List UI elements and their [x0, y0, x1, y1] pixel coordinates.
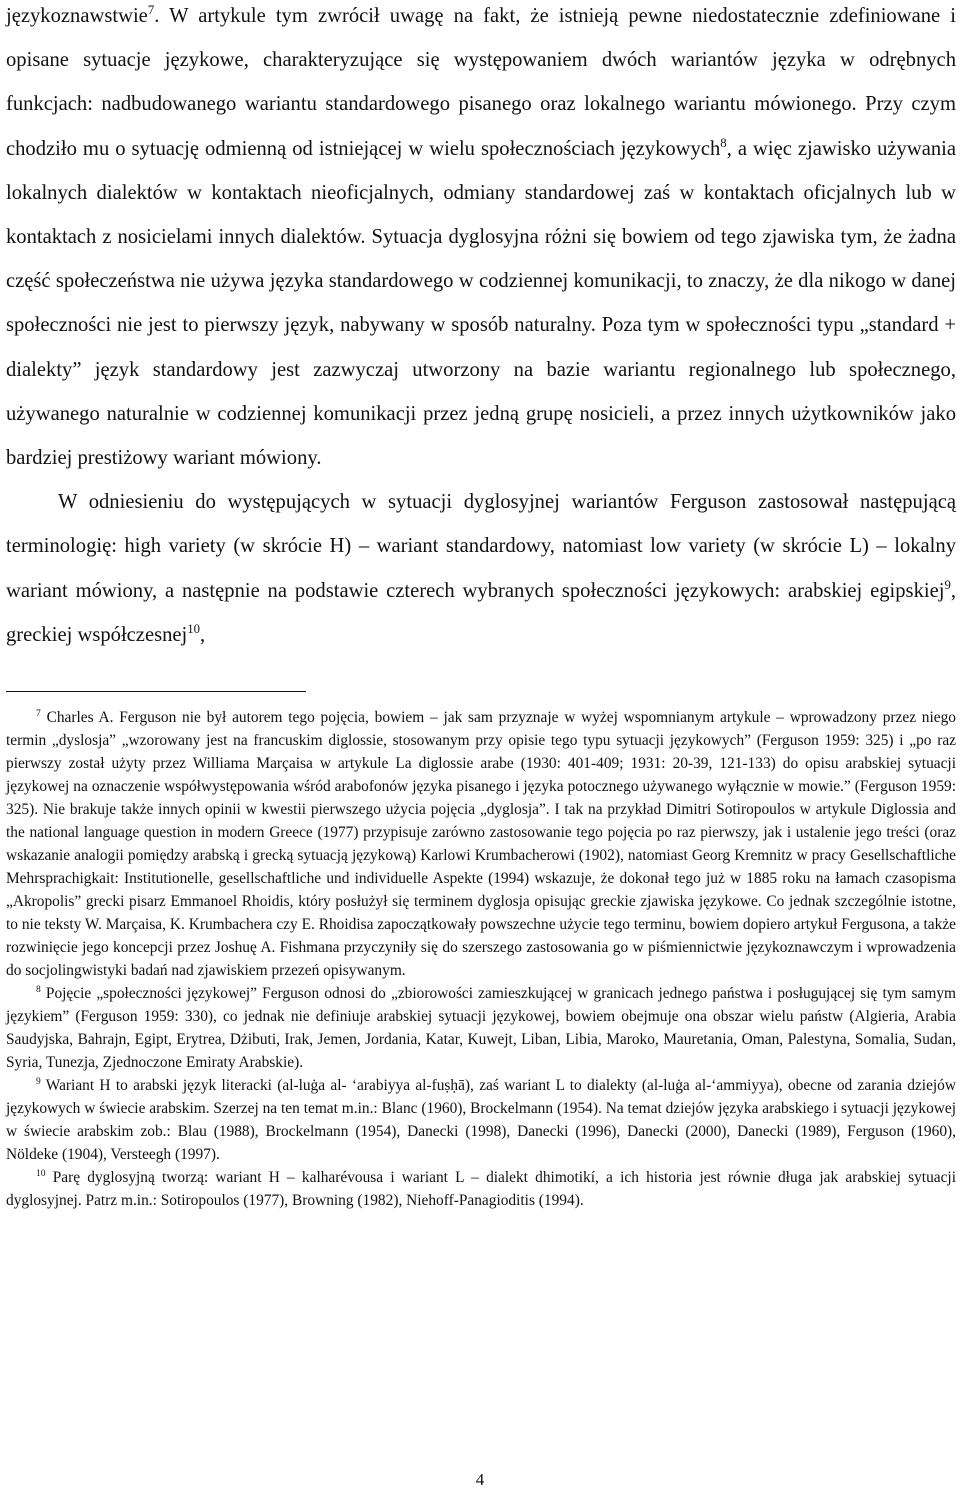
footnote-text: Wariant H to arabski język literacki (al-luġa al- ʻarabiyya al-fuṣḥā), zaś wariant L to dialekty (al-luġa al-ʻammiyya), obecne od zarania dziejów językowych w świecie arabskim. Szerzej na ten temat m.in.: Blanc (1960), Brockelmann (1954). Na temat dziejów języka arabskiego i sytuacji językowej w świecie arabskim zob.: Blau (1988), Brockelmann (1954), Danecki (1998), Danecki (1996), Danecki (2000), Danecki (1989), Ferguson (1960), Nöldeke (1904), Versteegh (1997). [6, 1077, 956, 1164]
footnote-ref-10[interactable]: 10 [187, 621, 201, 636]
paragraph-2-middle: , greckiej współczesnej [6, 579, 956, 646]
footnote-7: $^7$ Charles A. Ferguson nie był autorem tego pojęcia, bowiem – jak sam przyznaje w wyżej wspomnianym artykule – wprowadzony przez niego termin „dyslosja” „wzorowany jest na francuskim diglossie, stosowanym przy opisie tego typu sytuacji językowych” (Ferguson 1959: 325) i „po raz pierwszy został użyty przez Williama Marçaisa w artykule La diglossie arabe (1930: 401-409; 1931: 20-39, 121-133) do opisu arabskiej sytuacji językowej na oznaczenie współwystępowania wśród arabofonów języka pisanego i języka potocznego używanego wyłącznie w mowie.” (Ferguson 1959: 325). Nie brakuje także innych opinii w kwestii pierwszego użycia pojęcia „dyglosja”. I tak na przykład Dimitri Sotiropoulos w artykule Diglossia and the national language question in modern Greece (1977) przypisuje zarówno zastosowanie tego pojęcia po raz pierwszy, jak i ustalenie jego treści (oraz wskazanie analogii pomiędzy arabską i grecką sytuacją językową) Karlowi Krumbacherowi (1902), natomiast Georg Kremnitz w pracy Gesellschaftliche Mehrsprachigkait: Institutionelle, gesellschaftliche und individuelle Aspekte (1994) wskazuje, że dokonał tego już w 1885 roku na łamach czasopisma „Akropolis” grecki pisarz Emmanoel Rhoidis, który posłużył się terminem dyglosja opisując greckie zjawiska językowe. Co jednak szczególnie istotne, to nie teksty W. Marçaisa, K. Krumbachera czy E. Rhoidisa zapoczątkowały powszechne użycie tego terminu, bowiem dopiero artykuł Fergusona, a także rozwinięcie jego koncepcji przez Joshuę A. Fishmana przyczyniły się do szerszego zastosowania go w piśmiennictwie językoznawczym i wprowadzenia do socjolingwistyki badań nad zjawiskiem przezeń opisywanym. [6, 707, 956, 980]
paragraph-2-start: W odniesieniu do występujących w sytuacji dyglosyjnej wariantów Ferguson zastosował następującą terminologię: high variety (w skrócie H) – wariant standardowy, natomiast low variety (w skrócie L) – lokalny wariant mówiony, a następnie na podstawie czterech wybranych społeczności językowych: arabskiej egipskiej [6, 491, 956, 602]
page-number: 4 [475, 1470, 485, 1489]
document-page [6, 0, 956, 1212]
footnote-text: Charles A. Ferguson nie był autorem tego pojęcia, bowiem – jak sam przyznaje w wyżej wspomnianym artykule – wprowadzony przez niego termin „dyslosja” „wzorowany jest na francuskim diglossie, stosowanym przy opisie tego typu sytuacji językowych” (Ferguson 1959: 325) i „po raz pierwszy został użyty przez Williama Marçaisa w artykule La diglossie arabe (1930: 401-409; 1931: 20-39, 121-133) do opisu arabskiej sytuacji językowej na oznaczenie współwystępowania wśród arabofonów języka pisanego i języka potocznego używanego wyłącznie w mowie.” (Ferguson 1959: 325). Nie brakuje także innych opinii w kwestii pierwszego użycia pojęcia „dyglosja”. I tak na przykład Dimitri Sotiropoulos w artykule Diglossia and the national language question in modern Greece (1977) przypisuje zarówno zastosowanie tego pojęcia po raz pierwszy, jak i ustalenie jego treści (oraz wskazanie analogii pomiędzy arabską i grecką sytuacją językową) Karlowi Krumbacherowi (1902), natomiast Georg Kremnitz w pracy Gesellschaftliche Mehrsprachigkait: Institutionelle, gesellschaftliche und individuelle Aspekte (1994) wskazuje, że dokonał tego już w 1885 roku na łamach czasopisma „Akropolis” grecki pisarz Emmanoel Rhoidis, który posłużył się terminem dyglosja opisując greckie zjawiska językowe. Co jednak szczególnie istotne, to nie teksty W. Marçaisa, K. Krumbachera czy E. Rhoidisa zapoczątkowały powszechne użycie tego terminu, bowiem dopiero artykuł Fergusona, a także rozwinięcie jego koncepcji przez Joshuę A. Fishmana przyczyniły się do szerszego zastosowania go w piśmiennictwie językoznawczym i wprowadzenia do socjolingwistyki badań nad zjawiskiem przezeń opisywanym. [6, 709, 956, 980]
footnote-ref-7[interactable]: 7 [147, 3, 155, 18]
footnote-10: $^{10}$ Parę dyglosyjną tworzą: wariant H – kalharévousa i wariant L – dialekt dhimotikí, a ich historia jest równie długa jak arabskiej sytuacji dyglosyjnej. Patrz m.in.: Sotiropoulos (1977), Browning (1982), Niehoff-Panagioditis (1994). [6, 1167, 956, 1210]
footnote-ref-9[interactable]: 9 [944, 577, 951, 592]
paragraph-1-end: , a więc zjawisko używania lokalnych dialektów w kontaktach nieoficjalnych, odmiany standardowej zaś w kontaktach oficjalnych lub w kontaktach z nosicielami innych dialektów. Sytuacja dyglosyjna różni się bowiem od tego zjawiska tym, że żadna część społeczeństwa nie używa języka standardowego w codziennej komunikacji, to znaczy, że dla nikogo w danej społeczności nie jest to pierwszy język, nabywany w sposób naturalny. Poza tym w społeczności typu „standard + dialekty” język standardowy jest zazwyczaj utworzony na bazie wariantu regionalnego lub społecznego, używanego naturalnie w codziennej komunikacji przez jedną grupę nosicieli, a przez innych użytkowników jako bardziej prestiżowy wariant mówiony. [6, 137, 956, 470]
footnote-separator [6, 691, 306, 692]
footnote-9: $^9$ Wariant H to arabski język literacki (al-luġa al- ʻarabiyya al-fuṣḥā), zaś wariant L to dialekty (al-luġa al-ʻammiyya), obecne od zarania dziejów językowych w świecie arabskim. Szerzej na ten temat m.in.: Blanc (1960), Brockelmann (1954). Na temat dziejów języka arabskiego i sytuacji językowej w świecie arabskim zob.: Blau (1988), Brockelmann (1954), Danecki (1998), Danecki (1996), Danecki (2000), Danecki (1989), Ferguson (1960), Nöldeke (1904), Versteegh (1997). [6, 1075, 956, 1164]
footnote-ref-8[interactable]: 8 [720, 135, 727, 150]
body-paragraph-1 [6, 0, 956, 480]
paragraph-1-start: językoznawstwie [6, 5, 148, 27]
paragraph-2-end: , [200, 623, 206, 646]
paragraph-1-middle: . W artykule tym zwrócił uwagę na fakt, że istnieją pewne niedostatecznie zdefiniowane i opisane sytuacje językowe, charakteryzujące się występowaniem dwóch wariantów języka w odrębnych funkcjach: nadbudowanego wariantu standardowego pisanego oraz lokalnego wariantu mówionego. Przy czym chodziło mu o sytuację odmienną od istniejącej w wielu społecznościach językowych [6, 5, 956, 160]
body-paragraph-2 [6, 480, 956, 657]
footnote-text: Pojęcie „społeczności językowej” Ferguson odnosi do „zbiorowości zamieszkującej w granicach jednego państwa i posługującej się tym samym językiem” (Ferguson 1959: 330), co jednak nie definiuje arabskiej sytuacji językowej, bowiem obejmuje ona obszar wielu państw (Algieria, Arabia Saudyjska, Bahrajn, Egipt, Erytrea, Dżibuti, Irak, Jemen, Jordania, Katar, Kuwejt, Liban, Libia, Maroko, Mauretania, Oman, Palestyna, Somalia, Sudan, Syria, Tunezja, Zjednoczone Emiraty Arabskie). [6, 985, 956, 1072]
footnote-8: $^8$ Pojęcie „społeczności językowej” Ferguson odnosi do „zbiorowości zamieszkującej w granicach jednego państwa i posługującej się tym samym językiem” (Ferguson 1959: 330), co jednak nie definiuje arabskiej sytuacji językowej, bowiem obejmuje ona obszar wielu państw (Algieria, Arabia Saudyjska, Bahrajn, Egipt, Erytrea, Dżibuti, Irak, Jemen, Jordania, Katar, Kuwejt, Liban, Libia, Maroko, Mauretania, Oman, Palestyna, Somalia, Sudan, Syria, Tunezja, Zjednoczone Emiraty Arabskie). [6, 983, 956, 1072]
footnote-text: Parę dyglosyjną tworzą: wariant H – kalharévousa i wariant L – dialekt dhimotikí, a ich historia jest równie długa jak arabskiej sytuacji dyglosyjnej. Patrz m.in.: Sotiropoulos (1977), Browning (1982), Niehoff-Panagioditis (1994). [6, 1169, 956, 1210]
footnotes-section [6, 706, 956, 1212]
